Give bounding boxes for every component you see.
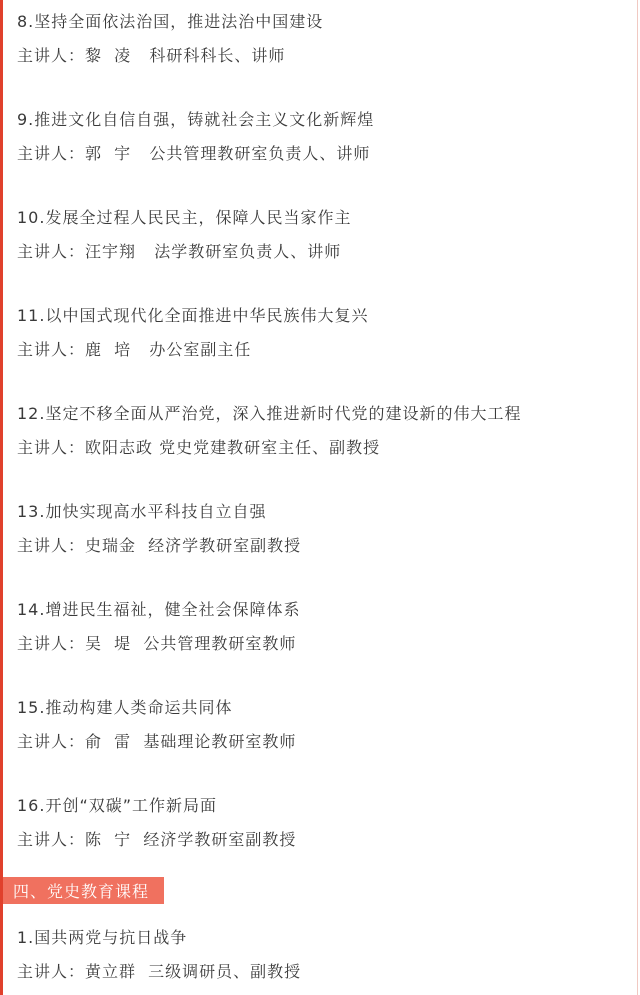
- course-speaker-13: 主讲人：史瑞金 经济学教研室副教授: [17, 536, 302, 555]
- course-speaker-10: 主讲人：汪宇翔 法学教研室负责人、讲师: [17, 242, 342, 261]
- course-speaker-12: 主讲人：欧阳志政 党史党建教研室主任、副教授: [17, 438, 381, 457]
- course-title-9: 9.推进文化自信自强，铸就社会主义文化新辉煌: [17, 110, 375, 129]
- left-accent-bar: [0, 0, 3, 995]
- course-title-15: 15.推动构建人类命运共同体: [17, 698, 233, 717]
- section-title: 四、党史教育课程: [13, 882, 150, 901]
- course-speaker-8: 主讲人：黎 凌 科研科科长、讲师: [17, 46, 286, 65]
- course-title-12: 12.坚定不移全面从严治党，深入推进新时代党的建设新的伟大工程: [17, 404, 522, 423]
- course-speaker-14: 主讲人：吴 堤 公共管理教研室教师: [17, 634, 297, 653]
- course-title-10: 10.发展全过程人民民主，保障人民当家作主: [17, 208, 352, 227]
- course-speaker-9: 主讲人：郭 宇 公共管理教研室负责人、讲师: [17, 144, 371, 163]
- course-title-14: 14.增进民生福祉，健全社会保障体系: [17, 600, 301, 619]
- history-course-speaker-1: 主讲人：黄立群 三级调研员、副教授: [17, 962, 302, 981]
- course-title-16: 16.开创“双碳”工作新局面: [17, 796, 218, 815]
- course-speaker-11: 主讲人：鹿 培 办公室副主任: [17, 340, 252, 359]
- course-title-8: 8.坚持全面依法治国，推进法治中国建设: [17, 12, 324, 31]
- course-speaker-15: 主讲人：俞 雷 基础理论教研室教师: [17, 732, 297, 751]
- course-title-11: 11.以中国式现代化全面推进中华民族伟大复兴: [17, 306, 369, 325]
- course-speaker-16: 主讲人：陈 宁 经济学教研室副教授: [17, 830, 297, 849]
- course-title-13: 13.加快实现高水平科技自立自强: [17, 502, 267, 521]
- right-border-line: [637, 0, 638, 995]
- history-course-title-1: 1.国共两党与抗日战争: [17, 928, 188, 947]
